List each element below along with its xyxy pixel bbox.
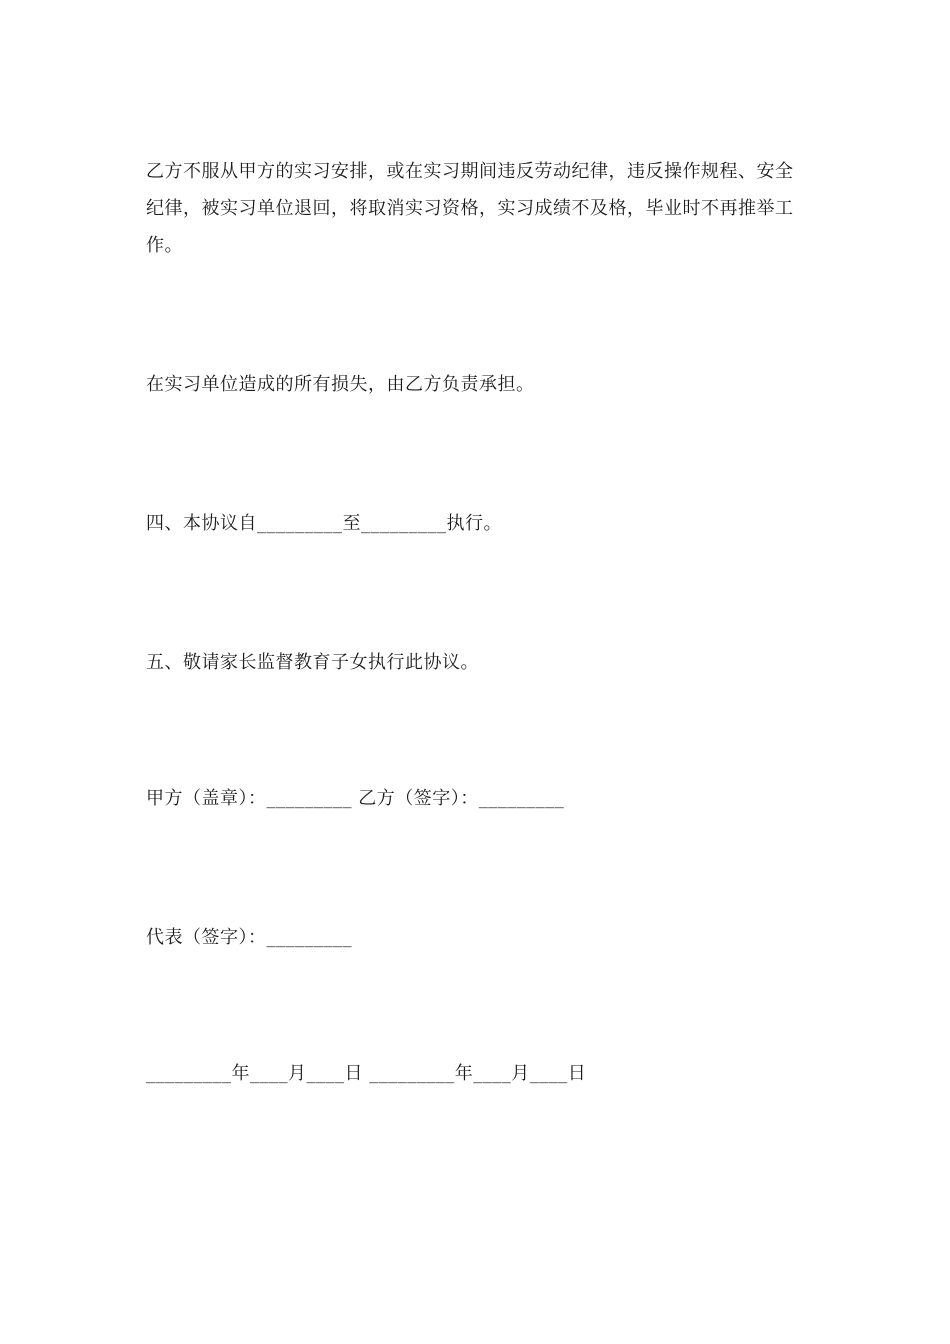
paragraph-parent-supervision: 五、敬请家长监督教育子女执行此协议。 xyxy=(146,652,479,673)
paragraph-loss-liability: 在实习单位造成的所有损失，由乙方负责承担。 xyxy=(146,374,535,395)
paragraph-internship-rules: 乙方不服从甲方的实习安排，或在实习期间违反劳动纪律，违反操作规程、安全纪律，被实习单位退回，将取消实习资格，实习成绩不及格，毕业时不再推举工作。 xyxy=(146,161,794,256)
signature-line-representative: 代表（签字）：_________ xyxy=(146,927,352,948)
paragraph-agreement-period: 四、本协议自_________至_________执行。 xyxy=(146,513,502,534)
signature-line-parties: 甲方（盖章）：_________ 乙方（签字）：_________ xyxy=(146,788,565,809)
date-line: _________年____月____日 _________年____月____日 xyxy=(146,1063,587,1084)
